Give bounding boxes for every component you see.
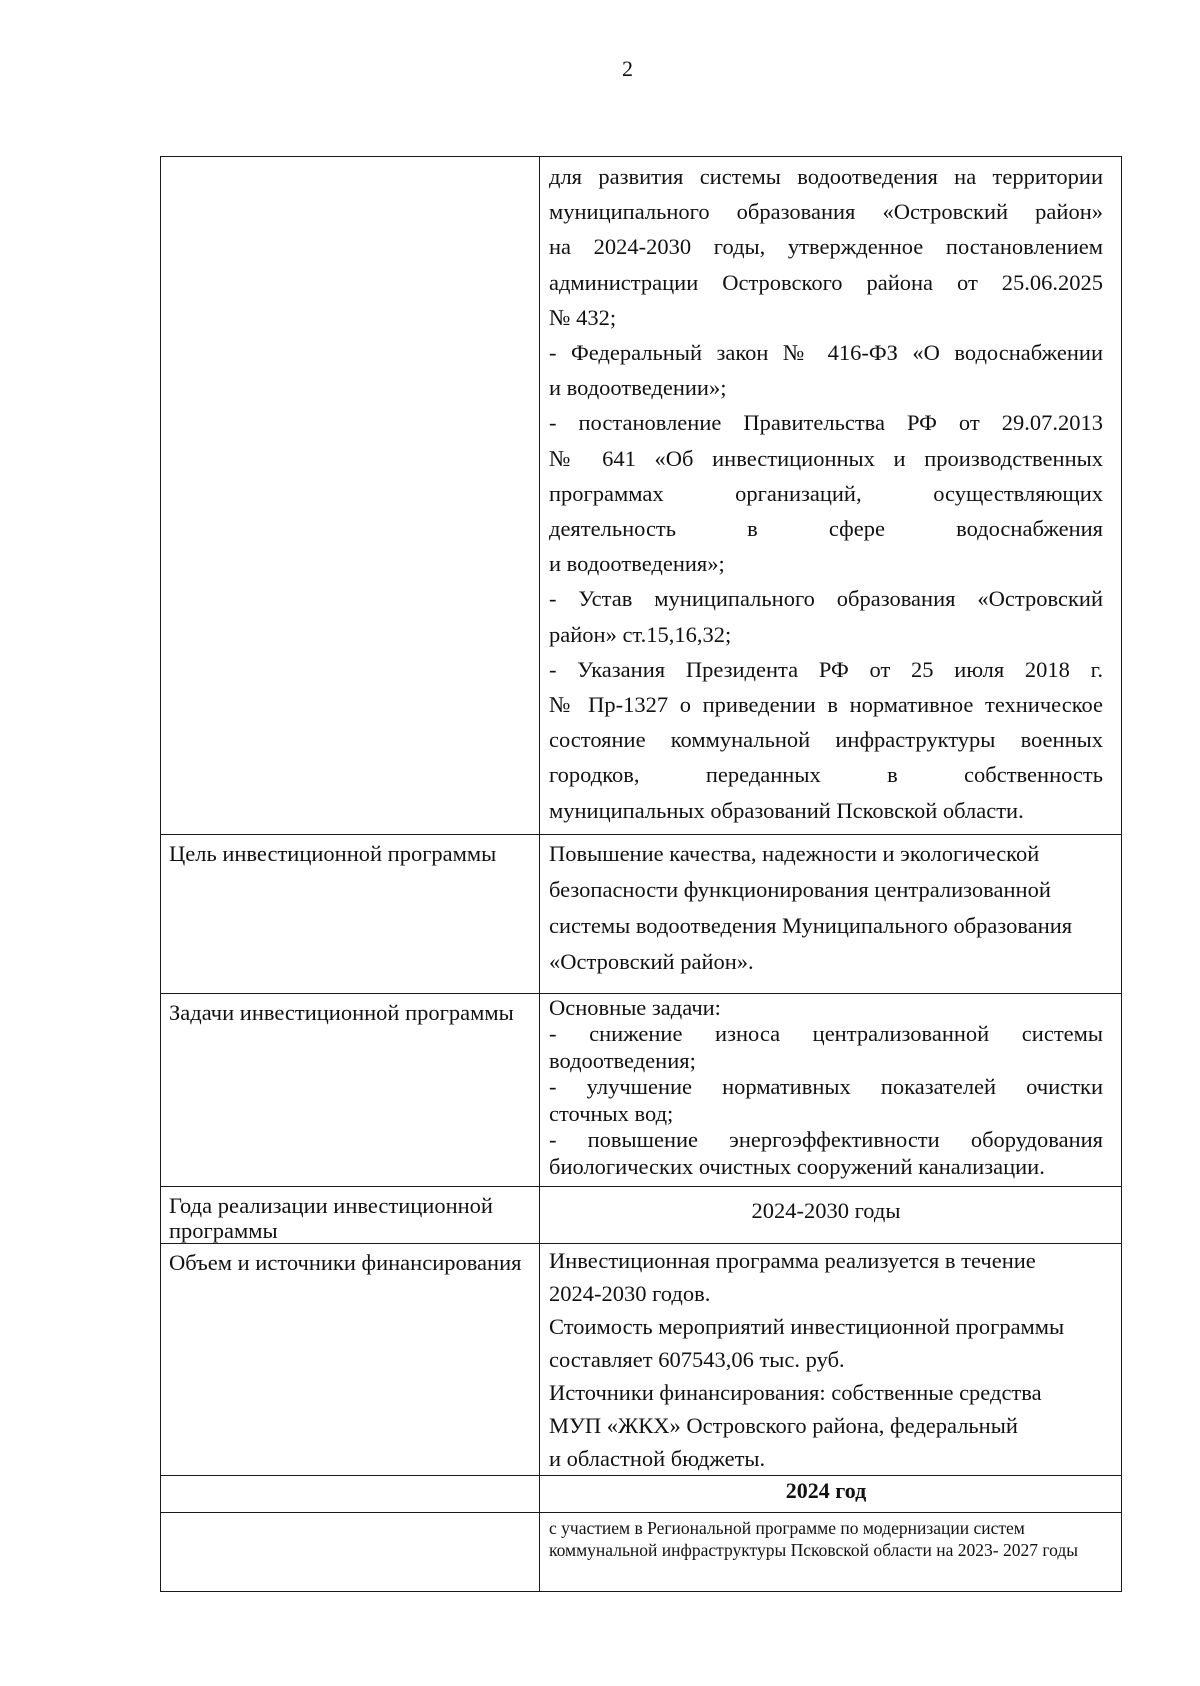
tasks-label: Задачи инвестиционной программы: [169, 999, 514, 1025]
period-label: Года реализации инвестиционной программы: [169, 1192, 493, 1243]
tasks-line: Основные задачи:: [549, 994, 721, 1020]
funding-label-cell: [161, 1243, 540, 1475]
year-header-value: 2024 год: [540, 1475, 1122, 1512]
goal-line: «Островский район».: [549, 948, 754, 974]
tasks-label-cell: [161, 993, 540, 1186]
legal-basis-line: № Пр-1327 о приведении в нормативное техническое: [549, 692, 1103, 718]
funding-line: Стоимость мероприятий инвестиционной программы: [549, 1313, 1065, 1339]
legal-basis-label-cell: [161, 157, 540, 835]
goal-content-cell: [540, 834, 1122, 993]
legal-basis-line: администрации Островского района от 25.06.2025: [549, 269, 1103, 295]
page-number: 2: [622, 56, 633, 81]
legal-basis-line: район» ст.15,16,32;: [549, 621, 732, 647]
legal-basis-line: деятельность в сфере водоснабжения: [549, 516, 1103, 542]
investment-program-passport-table: [160, 156, 1122, 1592]
tasks-line: биологических очистных сооружений канализации.: [549, 1153, 1045, 1179]
regional-program-note: с участием в Региональной программе по модернизации систем коммунальной инфраструктуры Псковской области на 2023- 2027 годы: [549, 1517, 1078, 1560]
legal-basis-line: - Устав муниципального образования «Островский: [549, 586, 1103, 612]
goal-line: Повышение качества, надежности и экологической: [549, 840, 1040, 866]
regional-program-empty-cell: [161, 1512, 540, 1591]
funding-content-cell: [540, 1243, 1122, 1475]
funding-line: 2024-2030 годов.: [549, 1280, 711, 1306]
tasks-content-cell: [540, 993, 1122, 1186]
legal-basis-line: - постановление Правительства РФ от 29.07.2013: [549, 410, 1103, 436]
period-value: 2024-2030 годы: [540, 1186, 1122, 1243]
tasks-line: водоотведения;: [549, 1047, 696, 1073]
legal-basis-line: состояние коммунальной инфраструктуры военных: [549, 727, 1103, 753]
legal-basis-line: - Указания Президента РФ от 25 июля 2018 г.: [549, 656, 1103, 682]
legal-basis-line: и водоотведении»;: [549, 375, 727, 401]
period-label-cell: [161, 1186, 540, 1243]
goal-label: Цель инвестиционной программы: [169, 840, 497, 866]
goal-line: безопасности функционирования централизованной: [549, 876, 1051, 902]
legal-basis-line: муниципального образования «Островский район»: [549, 199, 1103, 225]
legal-basis-line: городков, переданных в собственность: [549, 762, 1103, 788]
funding-line: и областной бюджеты.: [549, 1445, 766, 1471]
table-row-goal: [161, 834, 1122, 993]
table-row-funding: [161, 1243, 1122, 1475]
legal-basis-line: на 2024-2030 годы, утвержденное постановлением: [549, 234, 1103, 260]
tasks-line: сточных вод;: [549, 1100, 674, 1126]
tasks-line: - повышение энергоэффективности оборудования: [549, 1127, 1103, 1153]
funding-line: МУП «ЖКХ» Островского района, федеральный: [549, 1412, 1018, 1438]
legal-basis-line: для развития системы водоотведения на территории: [549, 164, 1103, 189]
funding-label: Объем и источники финансирования: [169, 1249, 522, 1275]
funding-line: составляет 607543,06 тыс. руб.: [549, 1346, 845, 1372]
legal-basis-line: № 641 «Об инвестиционных и производственных: [549, 445, 1103, 471]
tasks-line: - снижение износа централизованной системы: [549, 1021, 1103, 1047]
table-row-period: [161, 1186, 1122, 1243]
table-row-tasks: [161, 993, 1122, 1186]
legal-basis-line: и водоотведения»;: [549, 551, 725, 577]
year-header-empty-cell: [161, 1475, 540, 1512]
goal-line: системы водоотведения Муниципального образования: [549, 912, 1073, 938]
legal-basis-line: № 432;: [549, 304, 617, 330]
goal-label-cell: [161, 834, 540, 993]
legal-basis-line: - Федеральный закон № 416-ФЗ «О водоснабжении: [549, 340, 1103, 366]
legal-basis-line: муниципальных образований Псковской области.: [549, 797, 1024, 823]
legal-basis-content-cell: [540, 157, 1122, 835]
funding-line: Источники финансирования: собственные средства: [549, 1379, 1042, 1405]
table-row-year-header: [161, 1475, 1122, 1512]
legal-basis-line: программах организаций, осуществляющих: [549, 480, 1103, 506]
table-row-regional-program: [161, 1512, 1122, 1591]
funding-line: Инвестиционная программа реализуется в течение: [549, 1247, 1036, 1273]
regional-program-cell: [540, 1512, 1122, 1591]
table-row-legal-basis: [161, 157, 1122, 835]
tasks-line: - улучшение нормативных показателей очистки: [549, 1074, 1103, 1100]
